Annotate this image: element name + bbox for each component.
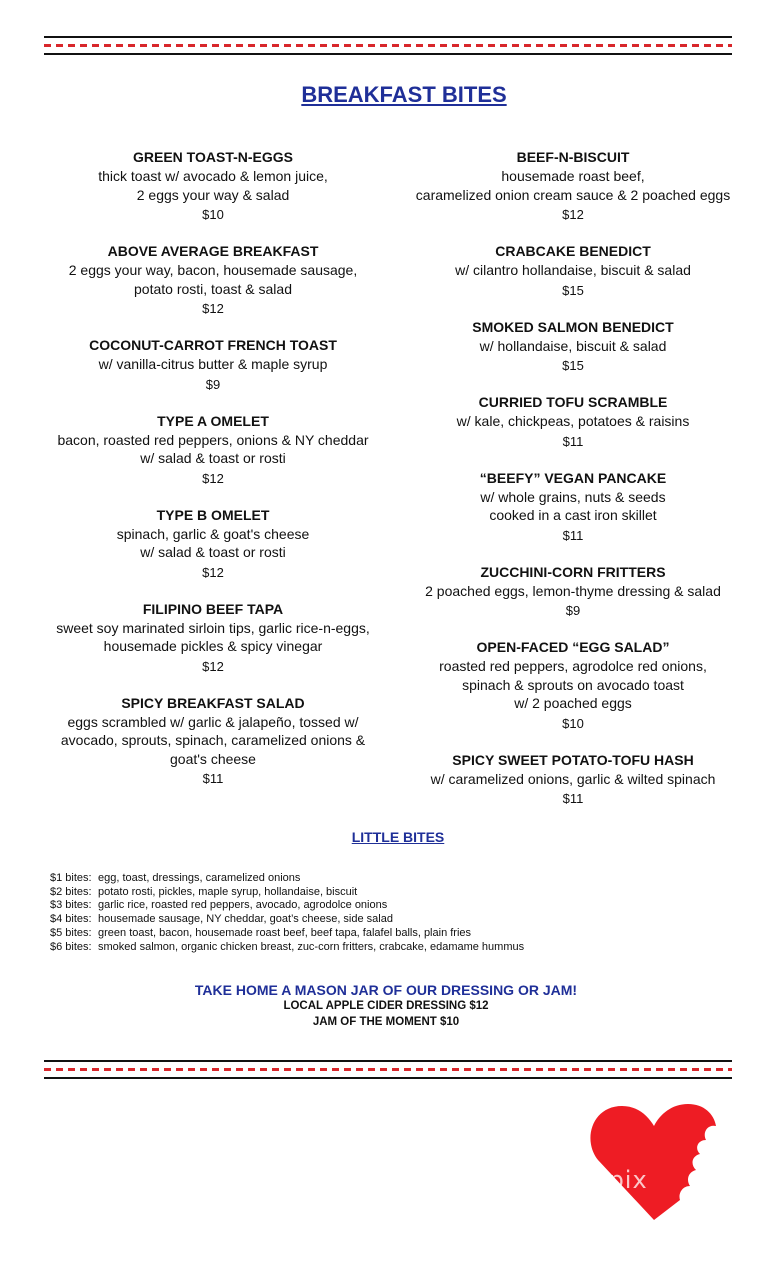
little-bites-title: LITTLE BITES [351, 829, 445, 845]
menu-item-description: housemade pickles & spicy vinegar [103, 638, 323, 654]
bites-label: $4 bites: [50, 913, 92, 926]
menu-item-name: BEEF-N-BISCUIT [516, 149, 630, 165]
jam-line: JAM OF THE MOMENT $10 [312, 1016, 460, 1028]
bites-row [50, 913, 524, 927]
page-title: BREAKFAST BITES [301, 82, 507, 107]
menu-item-description: w/ whole grains, nuts & seeds [480, 488, 666, 505]
menu-item [38, 336, 388, 395]
bites-items: potato rosti, pickles, maple syrup, hollandaise, biscuit [98, 885, 358, 898]
menu-item-name: ZUCCHINI-CORN FRITTERS [480, 563, 666, 580]
menu-item [38, 242, 388, 319]
menu-item-name: SPICY SWEET POTATO-TOFU HASH [452, 751, 694, 768]
menu-item [398, 393, 748, 452]
bites-items: green toast, bacon, housemade roast beef, beef tapa, falafel balls, plain fries [98, 926, 472, 939]
menu-item-description: 2 poached eggs, lemon-thyme dressing & salad [425, 582, 721, 599]
menu-item-name: ABOVE AVERAGE BREAKFAST [107, 243, 319, 259]
menu-item-description: caramelized onion cream sauce & 2 poached eggs [415, 186, 731, 203]
menu-item-description: thick toast w/ avocado & lemon juice, [98, 168, 328, 184]
top-border [44, 36, 732, 55]
left-menu-column [38, 148, 388, 806]
menu-item-price: $10 [202, 207, 224, 222]
menu-item [38, 600, 388, 677]
bottom-border [44, 1060, 732, 1079]
menu-item [398, 563, 748, 622]
bites-items: egg, toast, dressings, caramelized onions [98, 872, 301, 884]
bites-row [50, 941, 524, 955]
bites-label: $2 bites: [50, 885, 92, 898]
bites-items: garlic rice, roasted red peppers, avocado, agrodolce onions [98, 899, 388, 912]
menu-item-price: $11 [562, 527, 584, 543]
menu-item-name: CURRIED TOFU SCRAMBLE [478, 394, 668, 410]
menu-item [398, 469, 748, 546]
menu-item-price: $9 [205, 376, 221, 392]
menu-item-description: roasted red peppers, agrodolce red onions, [439, 658, 707, 674]
menu-item-price: $12 [562, 207, 584, 222]
menu-item-description: w/ salad & toast or rosti [140, 544, 286, 560]
bitten-heart-logo [588, 1100, 720, 1224]
menu-item-name: SPICY BREAKFAST SALAD [121, 694, 305, 711]
menu-item-description: w/ cilantro hollandaise, biscuit & salad [455, 262, 691, 278]
menu-item-price: $15 [562, 358, 584, 373]
bites-row [50, 886, 524, 900]
menu-item-description: cooked in a cast iron skillet [489, 507, 657, 523]
menu-item-description: avocado, sprouts, spinach, caramelized onions & [60, 732, 366, 748]
bites-label: $1 bites: [50, 872, 92, 884]
bites-label: $5 bites: [50, 926, 92, 939]
bites-items: smoked salmon, organic chicken breast, zuc-corn fritters, crabcake, edamame hummus [98, 940, 525, 953]
dressing-line: LOCAL APPLE CIDER DRESSING $12 [283, 1000, 489, 1012]
menu-item [398, 148, 748, 225]
menu-item-name: “BEEFY” VEGAN PANCAKE [479, 469, 667, 486]
watermark-text: menupix [536, 1166, 648, 1194]
menu-item-description: spinach & sprouts on avocado toast [462, 676, 684, 693]
menu-item-price: $11 [562, 433, 584, 449]
menu-item-name: CRABCAKE BENEDICT [495, 243, 651, 259]
bites-row [50, 872, 524, 886]
menu-item [398, 242, 748, 301]
menu-item-price: $12 [202, 301, 224, 316]
menu-item [398, 751, 748, 810]
menu-item-name: TYPE B OMELET [156, 506, 270, 523]
little-bites-list [50, 872, 524, 954]
menu-item-price: $12 [202, 564, 224, 580]
menu-item [38, 412, 388, 489]
menu-item-price: $9 [565, 603, 581, 618]
menu-item [398, 638, 748, 734]
menu-item-description: w/ caramelized onions, garlic & wilted spinach [430, 770, 716, 787]
menu-item-description: w/ 2 poached eggs [514, 695, 632, 711]
menu-item-description: w/ vanilla-citrus butter & maple syrup [98, 356, 328, 372]
menu-item-price: $10 [562, 715, 584, 731]
menu-item-description: potato rosti, toast & salad [134, 280, 292, 297]
menu-item [398, 318, 748, 377]
menu-item-price: $11 [562, 791, 584, 806]
menu-item-price: $12 [202, 470, 224, 486]
bites-items: housemade sausage, NY cheddar, goat’s cheese, side salad [98, 913, 393, 926]
heart-shape [590, 1104, 716, 1220]
menu-item-price: $11 [202, 771, 224, 786]
mason-jar-title: TAKE HOME A MASON JAR OF OUR DRESSING OR JAM! [194, 982, 578, 998]
menu-item-name: GREEN TOAST-N-EGGS [133, 149, 293, 165]
menu-item [38, 506, 388, 583]
menu-item-price: $12 [202, 658, 224, 674]
bites-row [50, 927, 524, 941]
menu-item-description: eggs scrambled w/ garlic & jalapeño, tossed w/ [67, 713, 359, 730]
menu-item [38, 694, 388, 790]
menu-item-description: w/ kale, chickpeas, potatoes & raisins [456, 413, 690, 429]
bites-label: $6 bites: [50, 940, 92, 953]
menu-item-description: w/ hollandaise, biscuit & salad [479, 337, 667, 354]
menu-item-name: TYPE A OMELET [157, 412, 269, 429]
menu-item-price: $15 [562, 282, 584, 298]
menu-item-description: 2 eggs your way, bacon, housemade sausage, [68, 262, 358, 278]
menu-item-description: bacon, roasted red peppers, onions & NY cheddar [57, 431, 369, 448]
menu-item-description: 2 eggs your way & salad [136, 186, 290, 203]
menu-item-name: SMOKED SALMON BENEDICT [472, 318, 674, 335]
menu-item-description: sweet soy marinated sirloin tips, garlic rice-n-eggs, [56, 619, 370, 636]
menu-item-description: goat's cheese [170, 750, 256, 767]
bites-row [50, 899, 524, 913]
menu-item-name: COCONUT-CARROT FRENCH TOAST [89, 337, 337, 353]
menu-item-name: OPEN-FACED “EGG SALAD” [476, 639, 670, 655]
menu-item [38, 148, 388, 225]
bites-label: $3 bites: [50, 899, 92, 912]
menu-item-description: w/ salad & toast or rosti [140, 450, 286, 466]
menu-item-description: housemade roast beef, [501, 168, 645, 184]
menu-item-name: FILIPINO BEEF TAPA [142, 600, 284, 617]
menu-item-description: spinach, garlic & goat's cheese [116, 525, 310, 542]
right-menu-column [398, 148, 748, 826]
